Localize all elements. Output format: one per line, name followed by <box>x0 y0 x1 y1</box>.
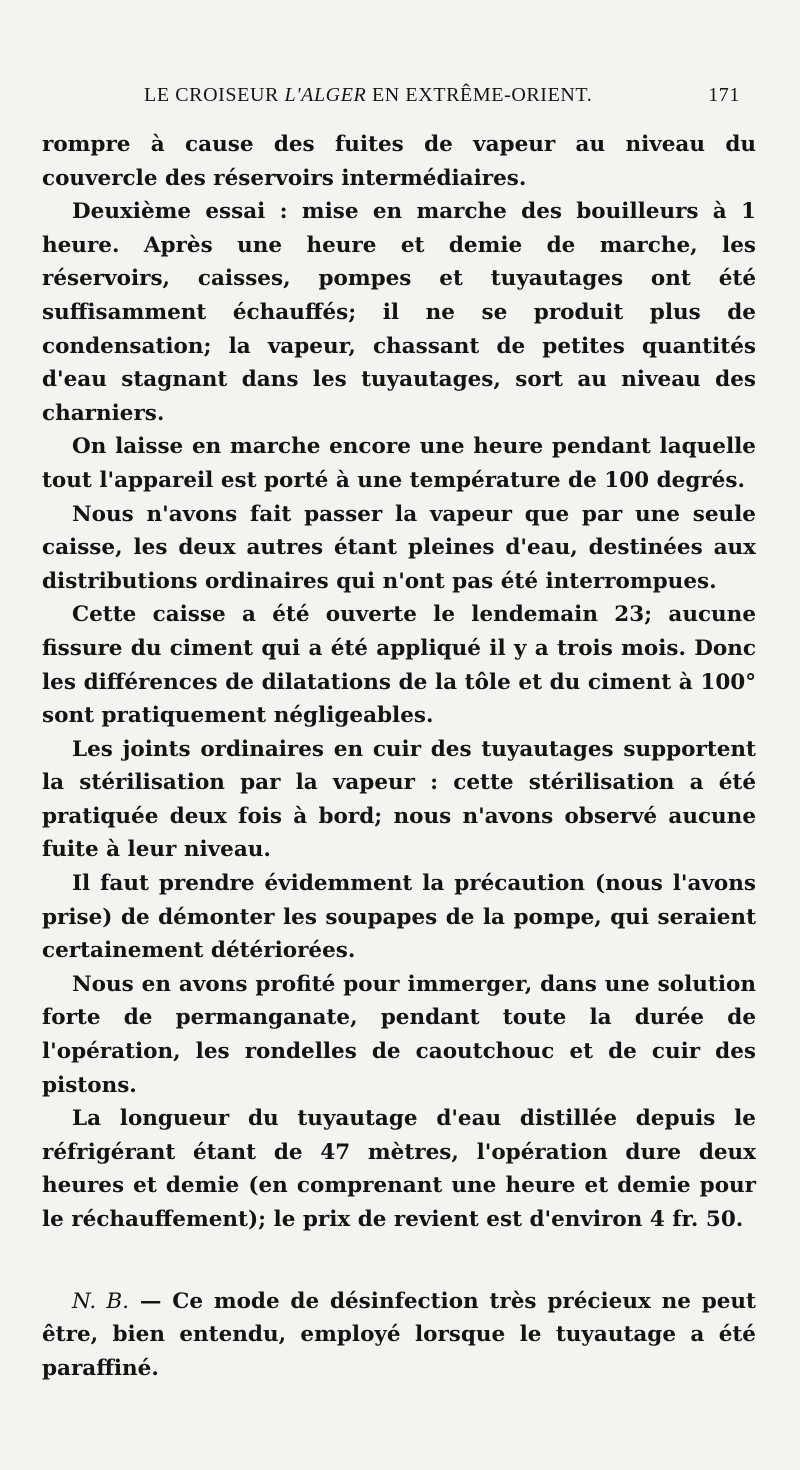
paragraph-cement-inspection: Cette caisse a été ouverte le lendemain 23; aucune fissure du ciment qui a été appliqué il y a trois mois. Donc les différences de dilatations de la tôle et du ciment à 100° sont pratiquement négligeables. <box>42 602 756 729</box>
note-text: — Ce mode de désinfection très précieux ne peut être, bien entendu, employé lorsque le tuyautage a été paraffiné. <box>42 1288 756 1381</box>
paragraph-second-trial: Deuxième essai : mise en marche des bouilleurs à 1 heure. Après une heure et demie de marche, les réservoirs, caisses, pompes et tuyautages ont été suffisamment échauffés; il ne se produit plus de condensation; la vapeur, chassant de petites quantités d'eau stagnant dans les tuyautages, sort au niveau des charniers. <box>42 199 756 426</box>
ship-name: L'ALGER <box>284 84 367 106</box>
note-label: N. B. <box>72 1288 130 1314</box>
paragraph-temperature: On laisse en marche encore une heure pendant laquelle tout l'appareil est porté à une température de 100 degrés. <box>42 434 756 493</box>
running-title: LE CROISEUR L'ALGER EN EXTRÊME-ORIENT. <box>144 84 593 106</box>
note-paragraph <box>42 1285 756 1386</box>
page-number: 171 <box>708 84 740 106</box>
running-head <box>144 84 740 114</box>
paragraph-cost: La longueur du tuyautage d'eau distillée depuis le réfrigérant étant de 47 mètres, l'opération dure deux heures et demie (en comprenant une heure et demie pour le réchauffement); le prix de revient est d'environ 4 fr. 50. <box>42 1106 756 1232</box>
paragraph-continuation: rompre à cause des fuites de vapeur au niveau du couvercle des réservoirs intermédiaires. <box>42 132 756 191</box>
paragraph-leather-joints: Les joints ordinaires en cuir des tuyautages supportent la stérilisation par la vapeur : cette stérilisation a été pratiquée deux fois à bord; nous n'avons observé aucune fuite à leur niveau. <box>42 736 756 863</box>
paragraph-precaution: Il faut prendre évidemment la précaution (nous l'avons prise) de démonter les soupapes de la pompe, qui seraient certainement détériorées. <box>42 871 756 964</box>
paragraph-permanganate: Nous en avons profité pour immerger, dans une solution forte de permanganate, pendant toute la durée de l'opération, les rondelles de caoutchouc et de cuir des pistons. <box>42 971 756 1098</box>
body-text <box>42 128 756 1385</box>
paragraph-single-tank: Nous n'avons fait passer la vapeur que par une seule caisse, les deux autres étant pleines d'eau, destinées aux distributions ordinaires qui n'ont pas été interrompues. <box>42 501 756 594</box>
